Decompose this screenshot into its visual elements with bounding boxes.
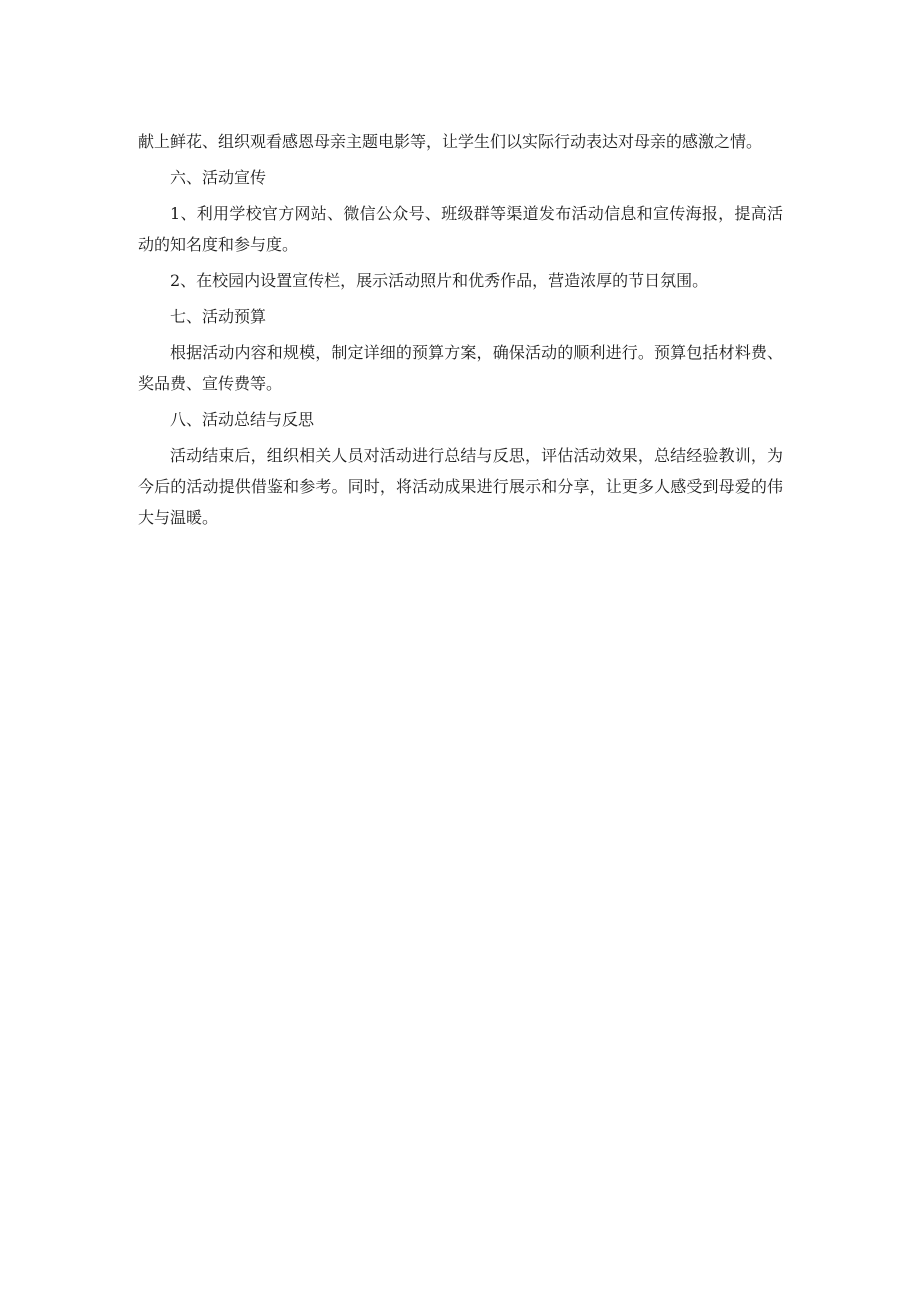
document-page [138, 126, 783, 538]
section-heading-summary: 八、活动总结与反思 [170, 410, 315, 429]
paragraph-budget: 根据活动内容和规模，制定详细的预算方案，确保活动的顺利进行。预算包括材料费、奖品费、宣传费等。 [138, 343, 783, 393]
paragraph-continuation: 献上鲜花、组织观看感恩母亲主题电影等，让学生们以实际行动表达对母亲的感激之情。 [138, 132, 763, 151]
section-heading-publicity: 六、活动宣传 [170, 168, 267, 187]
paragraph-summary: 活动结束后，组织相关人员对活动进行总结与反思，评估活动效果，总结经验教训，为今后的活动提供借鉴和参考。同时，将活动成果进行展示和分享，让更多人感受到母爱的伟大与温暖。 [138, 446, 783, 527]
section-heading-budget: 七、活动预算 [170, 307, 267, 326]
paragraph-publicity-2: 2、在校园内设置宣传栏，展示活动照片和优秀作品，营造浓厚的节日氛围。 [170, 271, 709, 290]
paragraph-publicity-1: 1、利用学校官方网站、微信公众号、班级群等渠道发布活动信息和宣传海报，提高活动的知名度和参与度。 [138, 204, 783, 254]
